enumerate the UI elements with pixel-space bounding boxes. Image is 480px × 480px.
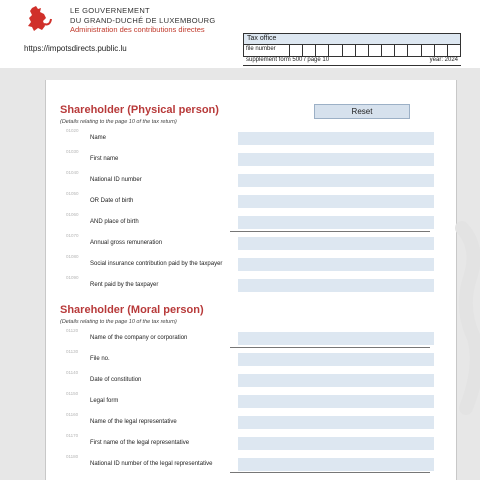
file-number-cell[interactable] [356,45,369,56]
field-label: First name [90,156,119,162]
file-number-cell[interactable] [290,45,303,56]
form-row [60,149,435,167]
field-code: 01080 [66,254,79,259]
field-code: 01180 [66,454,79,459]
gov-line-1: LE GOUVERNEMENT [70,6,150,15]
form-row [60,170,435,188]
divider [230,231,430,232]
rent-paid-input[interactable] [238,279,434,292]
file-number-cell[interactable] [303,45,316,56]
field-label: National ID number of the legal representative [90,461,213,467]
field-label: Name of the legal representative [90,419,177,425]
file-number-label: file number [244,45,290,56]
field-label: National ID number [90,177,142,183]
divider [230,347,430,348]
form-row [60,212,435,230]
date-of-constitution-input[interactable] [238,374,434,387]
field-label: First name of the legal representative [90,440,190,446]
field-label: Social insurance contribution paid by the taxpayer [90,261,223,267]
field-code: 01040 [66,170,79,175]
file-number-cell[interactable] [369,45,382,56]
red-lion-icon [24,4,54,34]
representative-national-id-input[interactable] [238,458,434,471]
name-input[interactable] [238,132,434,145]
form-row [60,191,435,209]
form-row [60,254,435,272]
company-name-input[interactable] [238,332,434,345]
legal-form-input[interactable] [238,395,434,408]
first-name-input[interactable] [238,153,434,166]
representative-first-name-input[interactable] [238,437,434,450]
field-label: OR Date of birth [90,198,134,204]
form-row [60,349,435,367]
physical-section-title: Shareholder (Physical person) [60,104,219,116]
site-url[interactable]: https://impotsdirects.public.lu [24,44,127,53]
field-label: Annual gross remuneration [90,240,163,246]
field-code: 01070 [66,233,79,238]
gross-remuneration-input[interactable] [238,237,434,250]
divider [230,472,430,473]
supplement-row [243,57,461,66]
form-row [60,454,435,472]
form-row [60,433,435,451]
form-row [60,391,435,409]
field-code: 01130 [66,349,79,354]
field-label: Name of the company or corporation [90,335,188,341]
field-label: Date of constitution [90,377,142,383]
file-number-cell[interactable] [316,45,329,56]
field-label: Legal form [90,398,119,404]
gov-line-2: DU GRAND-DUCHÉ DE LUXEMBOURG [70,15,216,25]
tax-office-box [243,33,461,66]
file-no-input[interactable] [238,353,434,366]
form-row [60,275,435,293]
field-label: AND place of birth [90,219,139,225]
field-code: 01160 [66,412,79,417]
place-of-birth-input[interactable] [238,216,434,229]
form-row [60,233,435,251]
field-code: 01150 [66,391,79,396]
file-number-cells[interactable] [290,45,460,56]
tax-office-label: Tax office [243,33,461,45]
file-number-cell[interactable] [343,45,356,56]
physical-section-subtitle: (Details relating to the page 10 of the tax return) [60,119,177,125]
header [0,0,480,68]
field-code: 01050 [66,191,79,196]
field-code: 01020 [66,128,79,133]
date-of-birth-input[interactable] [238,195,434,208]
national-id-input[interactable] [238,174,434,187]
social-insurance-input[interactable] [238,258,434,271]
field-code: 01170 [66,433,79,438]
field-code: 01120 [66,328,79,333]
field-label: Rent paid by the taxpayer [90,282,159,288]
moral-section-title: Shareholder (Moral person) [60,304,204,316]
supplement-label: supplement form 500 / page 10 [246,57,330,63]
file-number-cell[interactable] [448,45,460,56]
reset-button[interactable]: Reset [314,104,410,119]
field-code: 01060 [66,212,79,217]
year-label: year: 2024 [429,57,458,63]
form-row [60,370,435,388]
government-name [70,6,216,35]
field-code: 01030 [66,149,79,154]
file-number-row [243,45,461,57]
moral-section-subtitle: (Details relating to the page 10 of the tax return) [60,319,177,325]
form-row [60,412,435,430]
gov-line-3: Administration des contributions directes [70,25,205,34]
field-label: File no. [90,356,110,362]
lion-watermark-icon [452,218,480,418]
form-row [60,328,435,346]
form-row [60,128,435,146]
file-number-cell[interactable] [435,45,448,56]
file-number-cell[interactable] [382,45,395,56]
file-number-cell[interactable] [408,45,421,56]
field-label: Name [90,135,107,141]
file-number-cell[interactable] [395,45,408,56]
file-number-cell[interactable] [329,45,342,56]
field-code: 01140 [66,370,79,375]
representative-name-input[interactable] [238,416,434,429]
field-code: 01090 [66,275,79,280]
file-number-cell[interactable] [422,45,435,56]
